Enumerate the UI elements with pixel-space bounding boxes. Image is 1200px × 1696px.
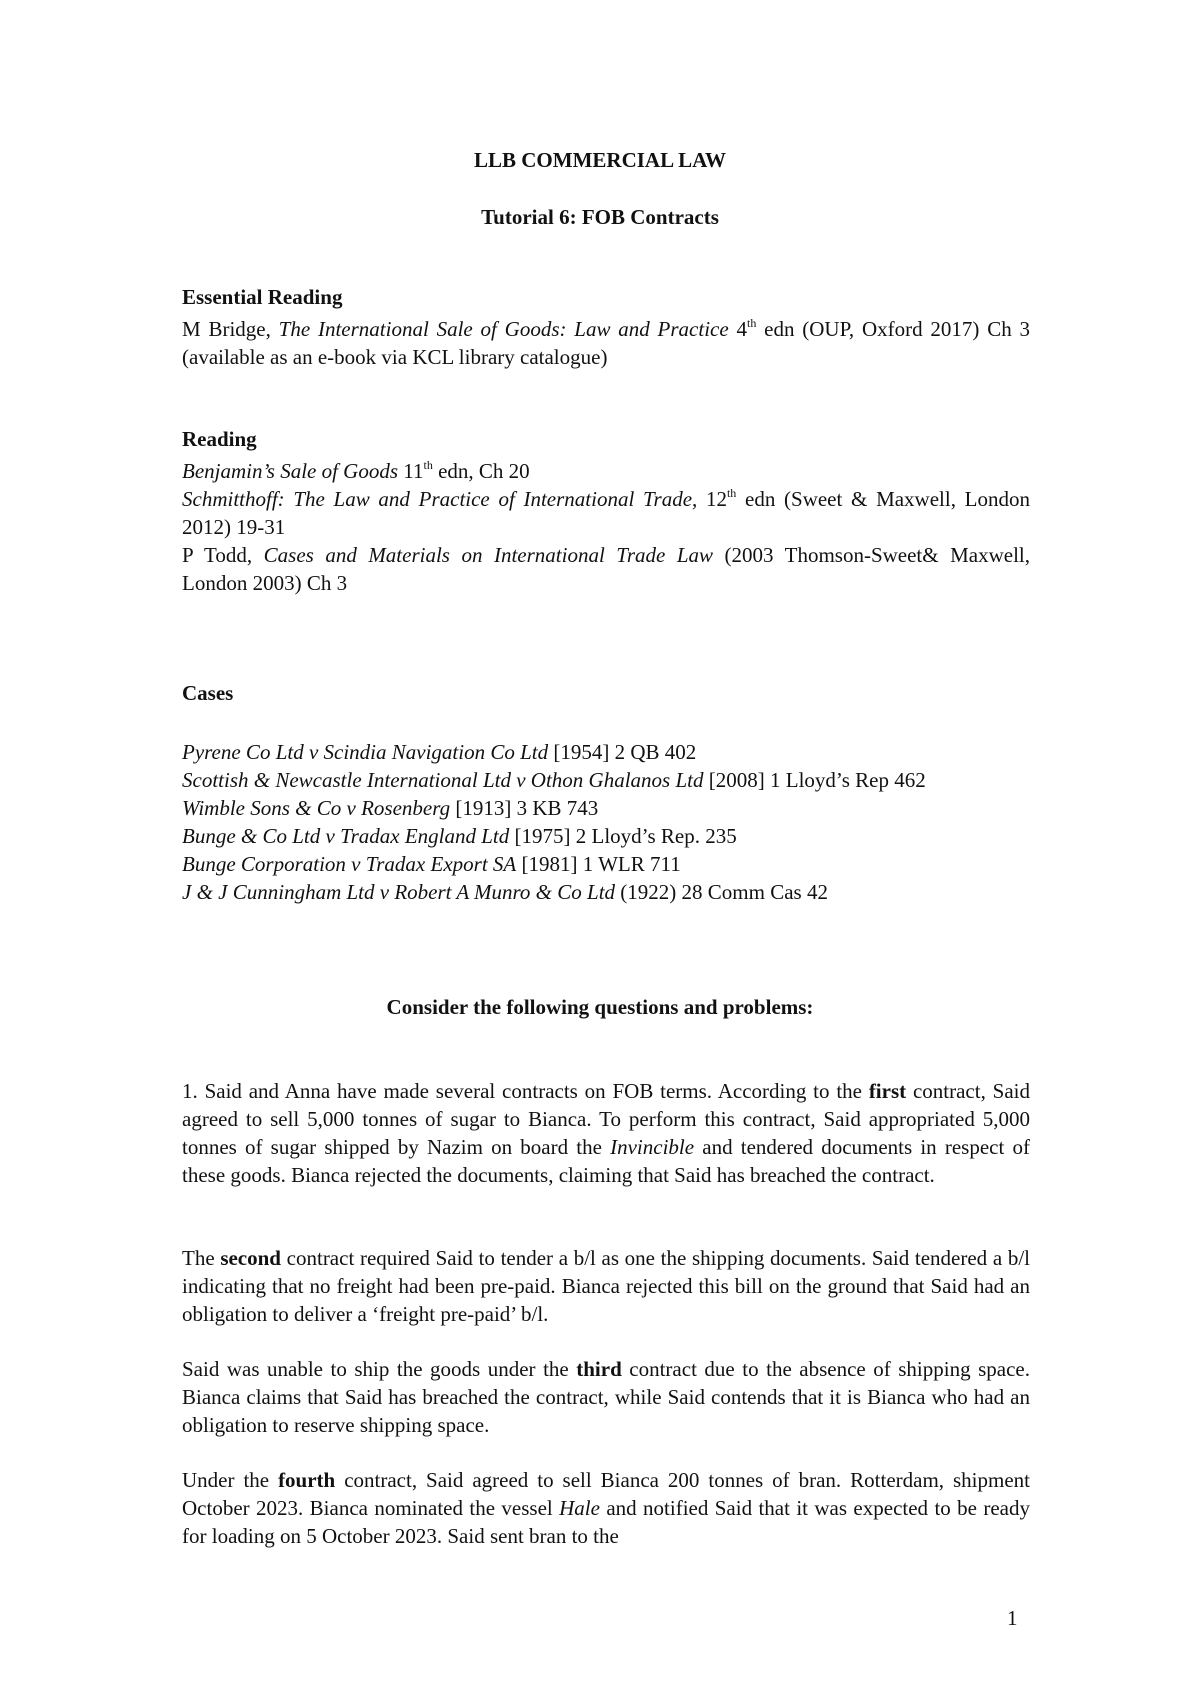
vessel-name: Hale <box>559 1496 600 1520</box>
essential-reading-heading: Essential Reading <box>182 285 343 309</box>
questions-heading: Consider the following questions and problems: <box>386 995 814 1019</box>
case-name: Pyrene Co Ltd v Scindia Navigation Co Ltd <box>182 740 549 764</box>
author: P Todd, <box>182 543 264 567</box>
emphasis: third <box>576 1357 622 1381</box>
reference-details: edn (Sweet & Maxwell, London 2012) 19-31 <box>182 487 1030 539</box>
case-item <box>182 766 1030 794</box>
case-citation: [1913] 3 KB 743 <box>450 796 599 820</box>
emphasis: fourth <box>278 1468 336 1492</box>
case-citation: [1954] 2 QB 402 <box>548 740 697 764</box>
problem-paragraph-2 <box>182 1244 1030 1328</box>
case-citation: [1975] 2 Lloyd’s Rep. 235 <box>509 824 737 848</box>
cases-heading: Cases <box>182 681 234 705</box>
edition-suffix: th <box>747 316 757 330</box>
edition-number: 11 <box>398 459 424 483</box>
reference-details: (2003 Thomson-Sweet& Maxwell, London 2003) Ch 3 <box>182 543 1030 595</box>
reading-item-1 <box>182 457 1030 485</box>
case-list <box>182 738 1030 906</box>
case-item <box>182 738 1030 766</box>
course-title: LLB COMMERCIAL LAW <box>473 148 727 172</box>
text-run: contract, Said agreed to sell 5,000 tonnes of sugar to Bianca. To perform this contract, Said appropriated 5,000 tonnes of sugar shipped by Nazim on board the <box>182 1079 1030 1159</box>
problem-paragraph-1 <box>182 1077 1030 1189</box>
author: M Bridge, <box>182 317 279 341</box>
edition-number: 12 <box>697 487 727 511</box>
reference-details: edn (OUP, Oxford 2017) Ch 3 (available as an e-book via KCL library catalogue) <box>182 317 1031 369</box>
case-name: Bunge Corporation v Tradax Export SA <box>182 852 517 876</box>
case-item <box>182 822 1030 850</box>
text-run: 1. Said and Anna have made several contracts on FOB terms. According to the <box>182 1079 869 1103</box>
reading-heading: Reading <box>182 427 257 451</box>
text-run: contract, Said agreed to sell Bianca 200 tonnes of bran. Rotterdam, shipment October 2023. Bianca nominated the vessel <box>182 1468 1030 1520</box>
text-run: and tendered documents in respect of these goods. Bianca rejected the documents, claiming that Said has breached the contract. <box>182 1135 1030 1187</box>
case-name: J & J Cunningham Ltd v Robert A Munro & Co Ltd <box>182 880 616 904</box>
problem-paragraph-4 <box>182 1466 1030 1550</box>
book-title: The International Sale of Goods: Law and Practice <box>278 317 729 341</box>
case-item <box>182 850 1030 878</box>
page-number: 1 <box>1007 1606 1018 1630</box>
reading-item-2 <box>182 485 1030 541</box>
reference-details: edn, Ch 20 <box>432 459 530 483</box>
vessel-name: Invincible <box>610 1135 695 1159</box>
emphasis: second <box>220 1246 281 1270</box>
problem-paragraph-3 <box>182 1355 1030 1439</box>
essential-reading-item <box>182 315 1030 371</box>
edition-number: 4 <box>728 317 747 341</box>
text-run: Under the <box>182 1468 279 1492</box>
case-item <box>182 878 1030 906</box>
reading-item-3 <box>182 541 1030 597</box>
text-run: contract required Said to tender a b/l as one the shipping documents. Said tendered a b/l indicating that no freight had been pre-paid. Bianca rejected this bill on the ground that Said had an obligation to deliver a ‘freight pre-paid’ b/l. <box>182 1246 1030 1326</box>
text-run: The <box>182 1246 221 1270</box>
tutorial-title: Tutorial 6: FOB Contracts <box>481 205 719 229</box>
book-title: Schmitthoff: The Law and Practice of International Trade, <box>182 487 698 511</box>
case-item <box>182 794 1030 822</box>
case-name: Scottish & Newcastle International Ltd v Othon Ghalanos Ltd <box>182 768 704 792</box>
case-citation: [1981] 1 WLR 711 <box>516 852 681 876</box>
case-name: Bunge & Co Ltd v Tradax England Ltd <box>182 824 510 848</box>
case-citation: (1922) 28 Comm Cas 42 <box>615 880 828 904</box>
case-name: Wimble Sons & Co v Rosenberg <box>182 796 451 820</box>
book-title: Cases and Materials on International Trade Law <box>263 543 713 567</box>
edition-suffix: th <box>423 458 433 472</box>
text-run: Said was unable to ship the goods under the <box>182 1357 577 1381</box>
text-run: and notified Said that it was expected to be ready for loading on 5 October 2023. Said sent bran to the <box>182 1496 1030 1548</box>
book-title: Benjamin’s Sale of Goods <box>182 459 399 483</box>
text-run: contract due to the absence of shipping space. Bianca claims that Said has breached the contract, while Said contends that it is Bianca who had an obligation to reserve shipping space. <box>182 1357 1030 1437</box>
case-citation: [2008] 1 Lloyd’s Rep 462 <box>703 768 926 792</box>
edition-suffix: th <box>726 486 737 500</box>
emphasis: first <box>868 1079 907 1103</box>
